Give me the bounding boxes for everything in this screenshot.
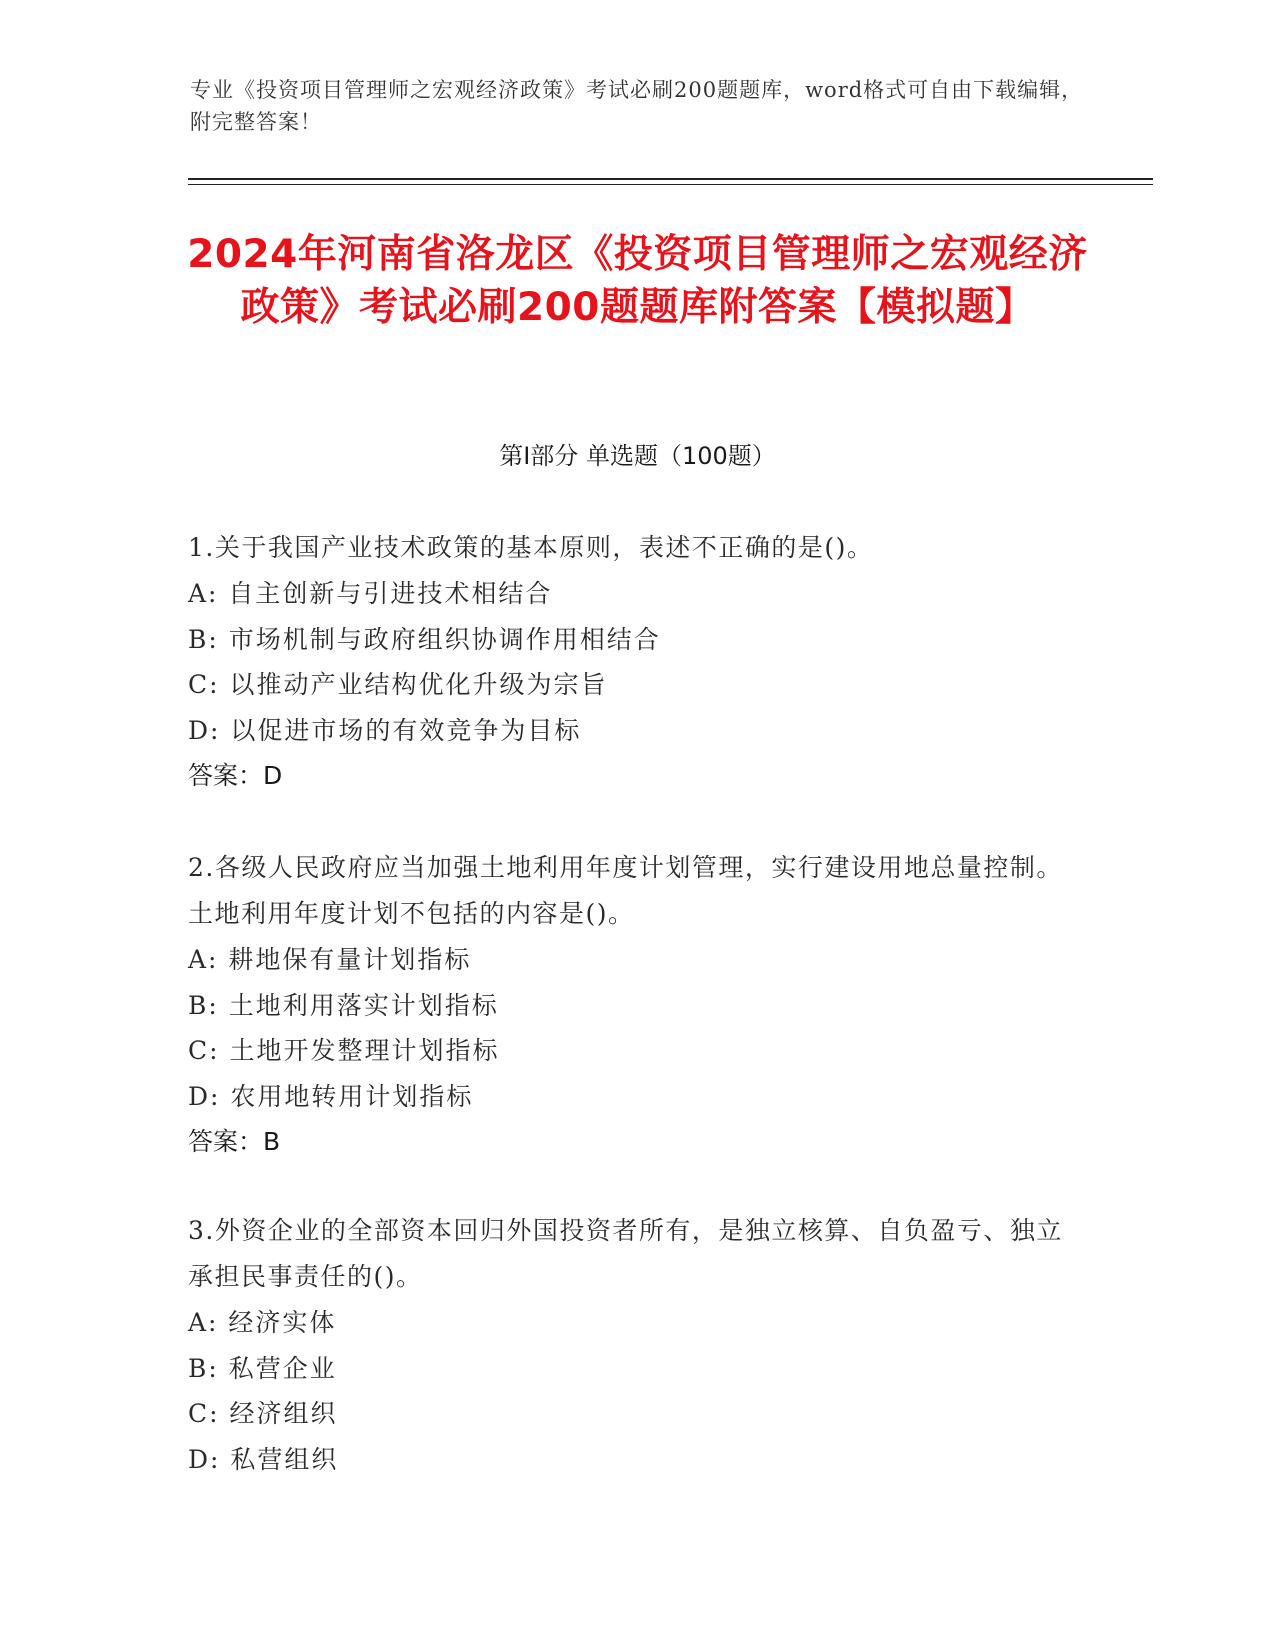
option-a: A: 自主创新与引进技术相结合 xyxy=(188,579,553,608)
option-b: B: 土地利用落实计划指标 xyxy=(188,990,499,1020)
option-d: D: 农用地转用计划指标 xyxy=(188,1081,474,1111)
header-divider-thin xyxy=(188,184,1153,185)
option-a: A: 耕地保有量计划指标 xyxy=(188,945,472,974)
question-stem: 3.外资企业的全部资本回归外国投资者所有，是独立核算、自负盈亏、独立承担民事责任的()。 xyxy=(188,1216,1063,1291)
option-c: C: 经济组织 xyxy=(188,1399,338,1428)
option-c: C: 以推动产业结构优化升级为宗旨 xyxy=(188,670,608,699)
question-stem: 1.关于我国产业技术政策的基本原则，表述不正确的是()。 xyxy=(188,533,874,562)
answer-line: 答案：B xyxy=(188,1127,281,1156)
option-a: A: 经济实体 xyxy=(188,1308,337,1337)
question-stem: 2.各级人民政府应当加强土地利用年度计划管理，实行建设用地总量控制。土地利用年度计划不包括的内容是()。 xyxy=(188,853,1063,928)
option-b: B: 市场机制与政府组织协调作用相结合 xyxy=(188,624,661,654)
question-2 xyxy=(188,845,1068,1165)
answer-line: 答案：D xyxy=(188,761,283,790)
option-d: D: 私营组织 xyxy=(188,1444,339,1474)
document-title: 2024年河南省洛龙区《投资项目管理师之宏观经济政策》考试必刷200题题库附答案【模拟题】 xyxy=(187,232,1088,330)
question-3 xyxy=(188,1208,1068,1482)
header-note: 专业《投资项目管理师之宏观经济政策》考试必刷200题题库，word格式可自由下载编辑，附完整答案！ xyxy=(190,78,1084,134)
option-d: D: 以促进市场的有效竞争为目标 xyxy=(188,715,582,745)
section-heading: 第Ⅰ部分 单选题（100题） xyxy=(499,442,776,470)
question-1 xyxy=(188,525,1068,799)
header-divider-thick xyxy=(188,178,1153,180)
option-c: C: 土地开发整理计划指标 xyxy=(188,1036,500,1065)
option-b: B: 私营企业 xyxy=(188,1353,337,1383)
